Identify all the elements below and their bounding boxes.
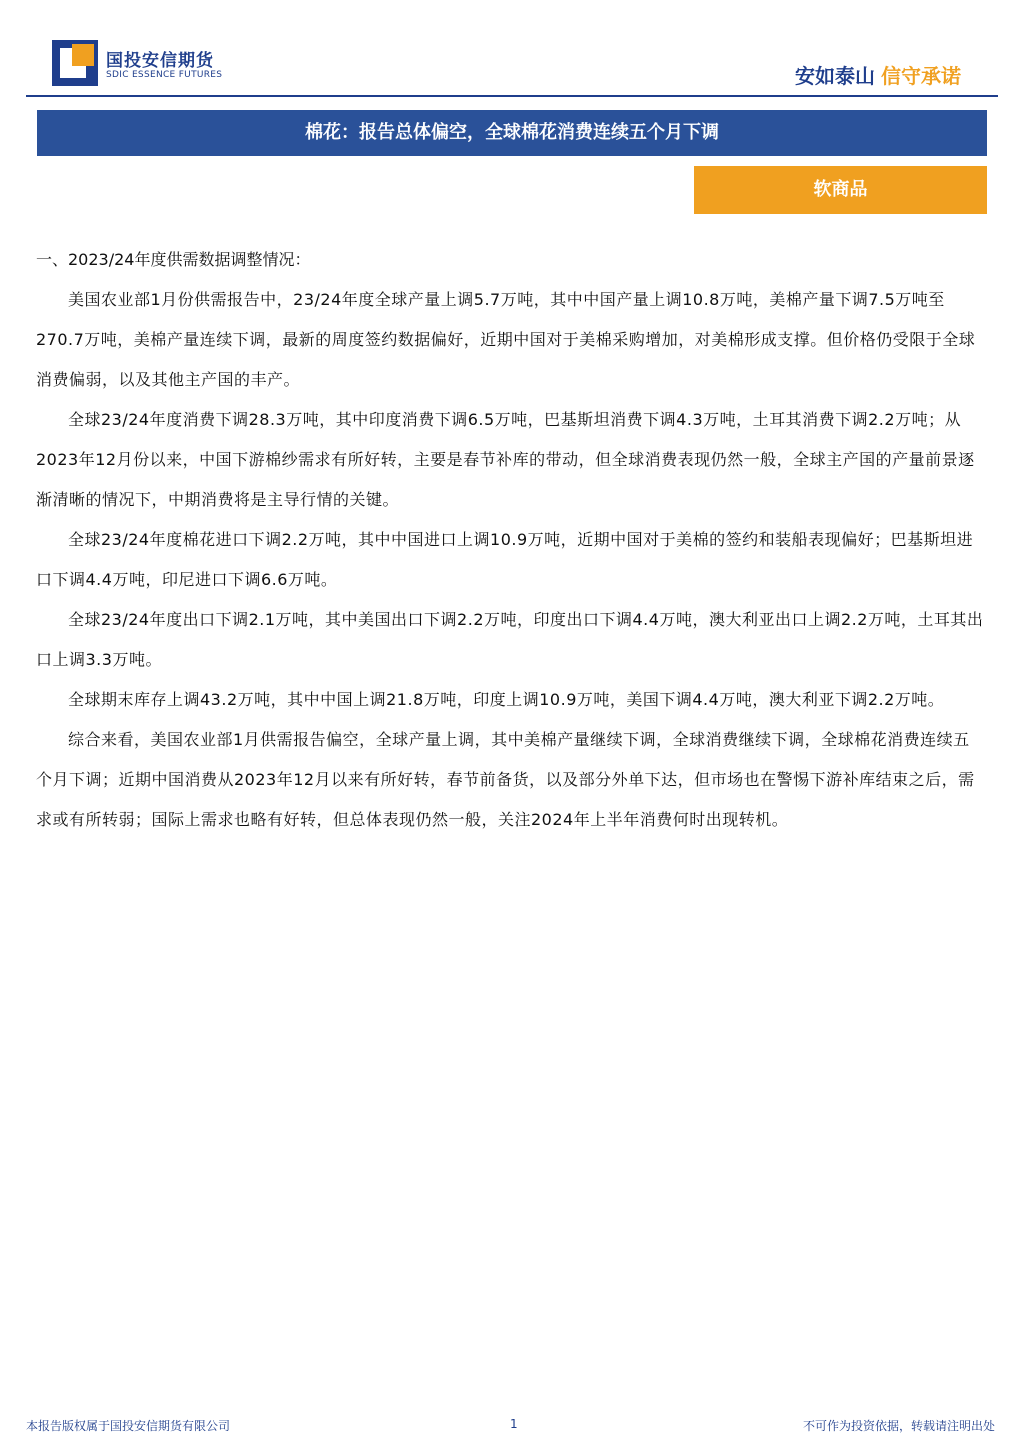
header-divider [26,95,998,97]
report-title: 棉花：报告总体偏空，全球棉花消费连续五个月下调 [37,110,987,156]
logo-name-en: SDIC ESSENCE FUTURES [106,70,223,80]
section-heading: 一、2023/24年度供需数据调整情况： [36,250,311,269]
page-number: 1 [510,1417,518,1431]
paragraph-2: 全球23/24年度消费下调28.3万吨，其中印度消费下调6.5万吨，巴基斯坦消费下调4.3万吨，土耳其消费下调2.2万吨；从2023年12月份以来，中国下游棉纱需求有所好转，主要是春节补库的带动，但全球消费表现仍然一般，全球主产国的产量前景逐渐清晰的情况下，中期消费将是主导行情的关键。 [36,410,975,509]
paragraph-4: 全球23/24年度出口下调2.1万吨，其中美国出口下调2.2万吨，印度出口下调4.4万吨，澳大利亚出口上调2.2万吨，土耳其出口上调3.3万吨。 [36,610,984,669]
paragraph-6: 综合来看，美国农业部1月供需报告偏空，全球产量上调，其中美棉产量继续下调，全球消费继续下调，全球棉花消费连续五个月下调；近期中国消费从2023年12月以来有所好转，春节前备货，以及部分外单下达，但市场也在警惕下游补库结束之后，需求或有所转弱；国际上需求也略有好转，但总体表现仍然一般，关注2024年上半年消费何时出现转机。 [36,730,975,829]
category-badge: 软商品 [694,166,987,214]
company-logo-icon [52,40,98,86]
logo-name-cn: 国投安信期货 [106,51,214,71]
footer-disclaimer: 不可作为投资依据，转载请注明出处 [802,1419,995,1433]
paragraph-3: 全球23/24年度棉花进口下调2.2万吨，其中中国进口上调10.9万吨，近期中国对于美棉的签约和装船表现偏好；巴基斯坦进口下调4.4万吨，印尼进口下调6.6万吨。 [36,530,974,589]
slogan [795,60,961,89]
paragraph-1: 美国农业部1月份供需报告中，23/24年度全球产量上调5.7万吨，其中中国产量上调10.8万吨，美棉产量下调7.5万吨至270.7万吨，美棉产量连续下调，最新的周度签约数据偏好，近期中国对于美棉采购增加，对美棉形成支撑。但价格仍受限于全球消费偏弱，以及其他主产国的丰产。 [36,290,976,389]
slogan-part1: 安如泰山 [795,64,875,88]
slogan-part2: 信守承诺 [881,64,961,88]
report-body [36,240,986,840]
footer-copyright: 本报告版权属于国投安信期货有限公司 [26,1419,231,1433]
paragraph-5: 全球期末库存上调43.2万吨，其中中国上调21.8万吨，印度上调10.9万吨，美国下调4.4万吨，澳大利亚下调2.2万吨。 [68,690,945,709]
